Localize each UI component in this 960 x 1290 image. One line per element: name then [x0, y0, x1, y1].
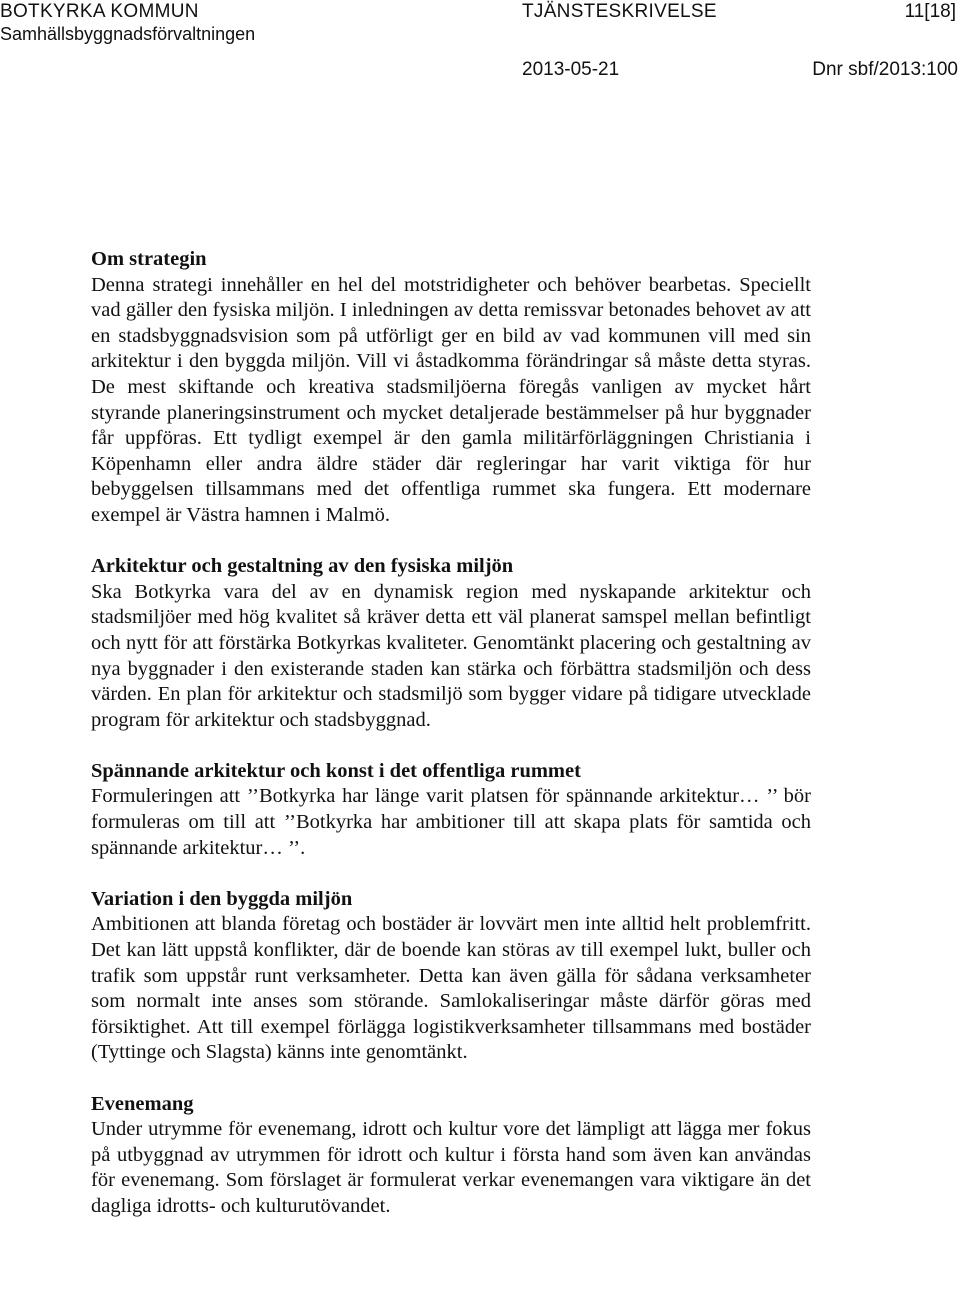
- section-paragraph: Under utrymme för evenemang, idrott och kultur vore det lämpligt att lägga mer fokus på utbyggnad av utrymmen för idrott och kultur i första hand som även kan användas för evenemang. Som förslaget är formulerat verkar evenemangen vara viktigare än det dagliga idrotts- och kulturutövandet.: [91, 1118, 811, 1217]
- page-number: 11[18]: [904, 1, 956, 22]
- section-heading: Variation i den byggda miljön: [91, 887, 353, 910]
- section-heading: Arkitektur och gestaltning av den fysiska miljön: [91, 555, 514, 578]
- section-spannande-arkitektur: [91, 759, 811, 861]
- section-paragraph: Formuleringen att ’’Botkyrka har länge varit platsen för spännande arkitektur… ’’ bör formuleras om till att ’’Botkyrka har ambitioner till att skapa plats för samtida och spännande arkitektur… ’’.: [91, 785, 811, 859]
- organization-name: BOTKYRKA KOMMUN: [0, 1, 199, 22]
- document-body: [91, 247, 811, 1220]
- section-evenemang: [91, 1092, 811, 1220]
- section-paragraph: Ska Botkyrka vara del av en dynamisk region med nyskapande arkitektur och stadsmiljöer med hög kvalitet så kräver detta ett väl planerat samspel mellan befintligt och nytt för att förstärka Botkyrkas kvaliteter. Genomtänkt placering och gestaltning av nya byggnader i den existerande staden kan stärka och förbättra stadsmiljön och dess värden. En plan för arkitektur och stadsmiljö som bygger vidare på tidigare utvecklade program för arkitektur och stadsbyggnad.: [91, 580, 811, 731]
- section-om-strategin: [91, 247, 811, 529]
- diary-number: Dnr sbf/2013:100: [812, 59, 958, 80]
- department-name: Samhällsbyggnadsförvaltningen: [0, 24, 256, 44]
- section-heading: Spännande arkitektur och konst i det offentliga rummet: [91, 759, 581, 782]
- section-paragraph: Ambitionen att blanda företag och bostäder är lovvärt men inte alltid helt problemfritt. Det kan lätt uppstå konflikter, där de boende kan störas av till exempel lukt, buller och trafik som uppstår runt verksamheter. Detta kan även gälla för sådana verksamheter som normalt inte anses som störande. Samlokaliseringar måste därför göras med försiktighet. Att till exempel förlägga logistikverksamheter tillsammans med bostäder (Tyttinge och Slagsta) känns inte genomtänkt.: [91, 913, 811, 1064]
- section-variation: [91, 887, 811, 1066]
- document-type: TJÄNSTESKRIVELSE: [522, 1, 717, 22]
- section-heading: Om strategin: [91, 248, 207, 270]
- section-arkitektur-gestaltning: [91, 554, 811, 733]
- section-heading: Evenemang: [91, 1092, 194, 1115]
- section-paragraph: Denna strategi innehåller en hel del motstridigheter och behöver bearbetas. Speciellt vad gäller den fysiska miljön. I inledningen av detta remissvar betonades behovet av att en stadsbyggnadsvision som på utförligt ger en bild av vad kommunen vill med sin arkitektur i den byggda miljön. Vill vi åstadkomma förändringar så måste detta styras. De mest skiftande och kreativa stadsmiljöerna föregås vanligen av mycket hårt styrande planeringsinstrument och mycket detaljerade bestämmelser på hur byggnader får uppföras. Ett tydligt exempel är den gamla militärförläggningen Christiania i Köpenhamn eller andra äldre städer där regleringar har varit viktiga för hur bebyggelsen tillsammans med det offentliga rummet ska fungera. Ett modernare exempel är Västra hamnen i Malmö.: [91, 273, 811, 526]
- document-date: 2013-05-21: [522, 59, 620, 80]
